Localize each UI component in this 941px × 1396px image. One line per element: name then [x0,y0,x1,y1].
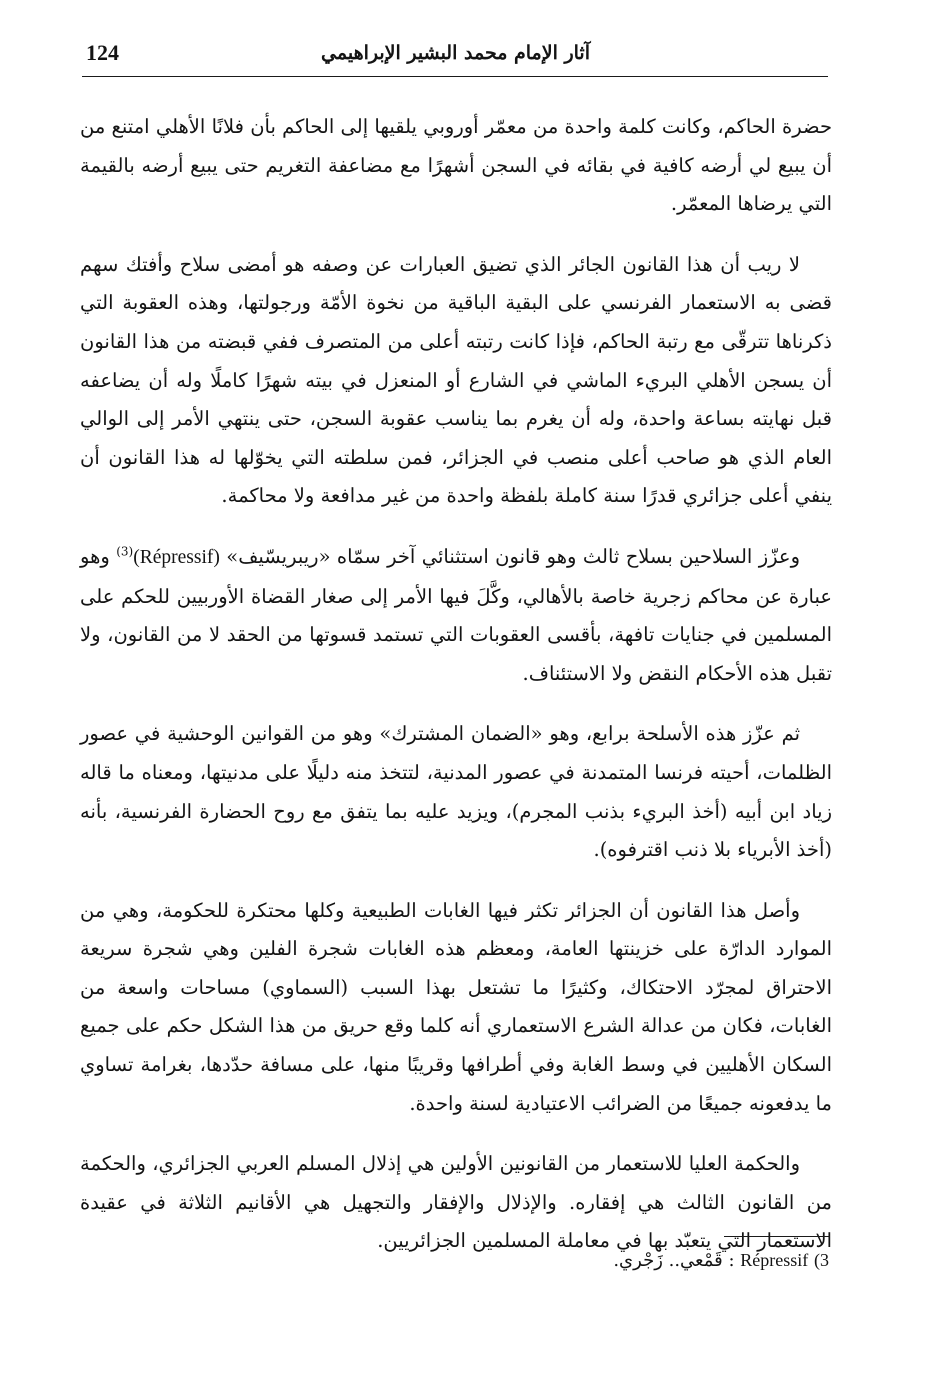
paragraph-6: والحكمة العليا للاستعمار من القانونين الأولين هي إذلال المسلم العربي الجزائري، والحكمة من القانون الثالث هي إفقاره. والإذلال والإفقار والتجهيل هي الأقانيم الثلاثة في عقيدة الاستعمار التي يتعبّد بها في معاملة المسلمين الجزائريين. [80,1152,832,1253]
latin-term: (Répressif) [133,546,220,568]
page-number: 124 [86,40,119,65]
paragraph-3 [80,538,832,693]
paragraph-2: لا ريب أن هذا القانون الجائر الذي تضيق العبارات عن وصفه هو أمضى سلاح وأفتك سهم قضى به الاستعمار الفرنسي على البقية الباقية من نخوة الأمّة ورجولتها، وهذه العقوبة التي ذكرناها تترقّى مع رتبة الحاكم، فإذا كانت رتبته أعلى من المتصرف ففي قبضته من هذا القانون أن يسجن الأهلي البريء الماشي في الشارع أو المنعزل في بيته شهرًا كاملًا وله أن يضاعفه قبل نهايته بساعة واحدة، وله أن يغرم بما يناسب عقوبة السجن، حتى ينتهي الأمر إلى الوالي العام الذي هو صاحب أعلى منصب في الجزائر، فمن سلطته التي يخوّلها له هذا القانون أن ينفي أعلى جزائري قدرًا سنة كاملة بلفظة واحدة من غير مدافعة ولا محاكمة. [80,252,832,508]
paragraph-3-text-start: وعزّز السلاحين بسلاح ثالث وهو قانون استثنائي آخر سمّاه «ريبريسّيف» [219,544,800,568]
page-header [82,36,828,77]
footnote-separator [724,1236,830,1237]
paragraph-3-text-end: وهو عبارة عن محاكم زجرية خاصة بالأهالي، وكَّلَ فيها الأمر إلى صغار القضاة الأوربيين للحكم على المسلمين في جنايات تافهة، بأقسى العقوبات التي تستمد قسوتها من الحقد لا من القانون، ولا تقبل هذه الأحكام النقض ولا الاستئناف. [80,544,832,685]
running-title: آثار الإمام محمد البشير الإبراهيمي [321,42,590,64]
paragraph-4: ثم عزّز هذه الأسلحة برابع، وهو «الضمان المشترك» وهو من القوانين الوحشية في عصور الظلمات، أحيته فرنسا المتمدنة في عصور المدنية، لتتخذ منه دليلًا على مدنيتها، ومعناه ما قاله زياد ابن أبيه (أخذ البريء بذنب المجرم)، ويزيد عليه بما يتفق مع روح الحضارة الفرنسية، بأنه (أخذ الأبرياء بلا ذنب اقترفوه). [80,722,832,862]
body-text [80,108,832,1283]
footnote-number: 3) [814,1250,829,1270]
footnote [613,1250,829,1271]
footnote-marker: (3) [116,544,134,559]
footnote-gloss: : قَمْعي.. زَجْري. [613,1250,735,1271]
paragraph-5: وأصل هذا القانون أن الجزائر تكثر فيها الغابات الطبيعية وكلها محتكرة للحكومة، وهي من الموارد الدارّة على خزينتها العامة، ومعظم هذه الغابات شجرة الفلين وهي شجرة سريعة الاحتراق لمجرّد الاحتكاك، وكثيرًا ما تشتعل بهذا السبب (السماوي) مساحات واسعة من الغابات، فكان من عدالة الشرع الاستعماري أنه كلما وقع حريق من هذا الشكل حكم على جميع السكان الأهليين في وسط الغابة وفي أطرافها وقريبًا منها، على مسافة حدّدها، بغرامة تساوي ما يدفعونه جميعًا من الضرائب الاعتيادية لسنة واحدة. [80,898,832,1115]
footnote-term: Répressif [740,1250,809,1270]
paragraph-1: حضرة الحاكم، وكانت كلمة واحدة من معمّر أوروبي يلقيها إلى الحاكم بأن فلانًا الأهلي امتنع من أن يبيع لي أرضه كافية في بقائه في السجن أشهرًا مع مضاعفة التغريم حتى يبيع أرضه بالقيمة التي يرضاها المعمّر. [80,115,832,216]
